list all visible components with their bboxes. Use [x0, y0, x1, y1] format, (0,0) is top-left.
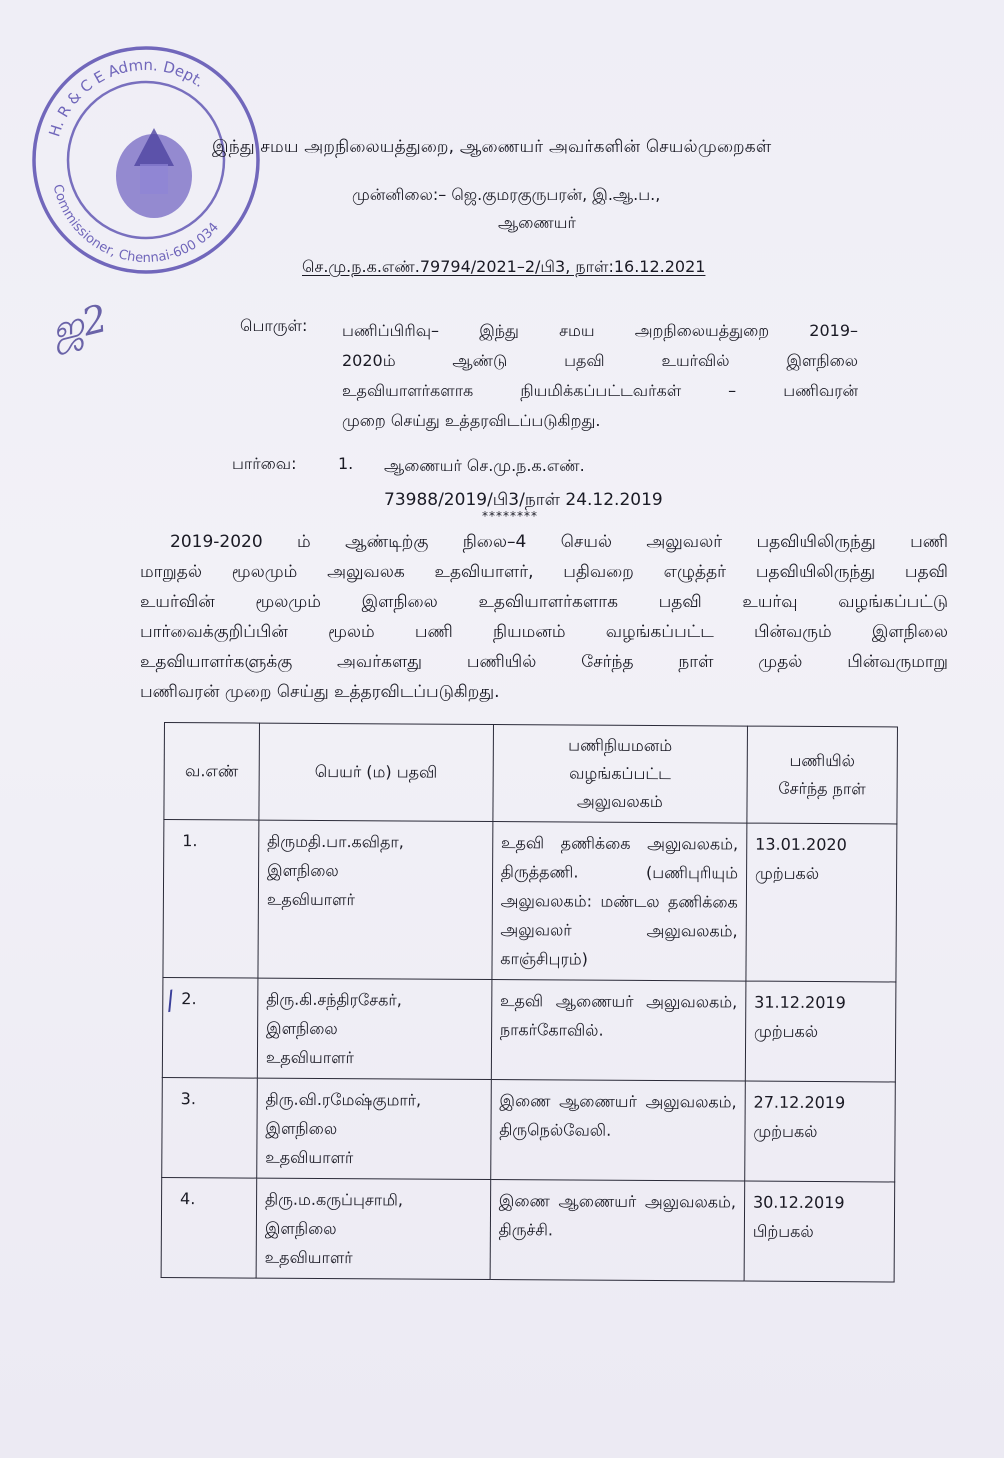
- svg-text:H. R & C E Admn. Dept.: [45, 56, 207, 139]
- presence-line: முன்னிலை:– ஜெ.குமரகுருபரன், இ.ஆ.ப.,: [352, 185, 661, 204]
- reference-number-date: செ.மு.ந.க.எண்.79794/2021–2/பி3, நாள்:16.12.2021: [302, 257, 706, 276]
- paragraph-line: மாறுதல் மூலமும் அலுவலக உதவியாளர், பதிவறை எழுத்தர் பதவியிலிருந்து பதவி: [140, 562, 948, 582]
- row-name: [258, 820, 493, 979]
- row-joining-date: [745, 981, 896, 1082]
- regularisation-table: [161, 722, 898, 1282]
- reference-label: பார்வை:: [232, 454, 297, 473]
- date-value: 30.12.2019: [752, 1192, 845, 1213]
- row-joining-date: [744, 1181, 895, 1282]
- row-name: [257, 1078, 491, 1179]
- session-value: முற்பகல்: [753, 1021, 819, 1042]
- session-value: முற்பகல்: [754, 863, 820, 884]
- subject-line: உதவியாளர்களாக நியமிக்கப்பட்டவர்கள் – பணிவரன்: [342, 381, 858, 400]
- subject-label: பொருள்:: [240, 316, 308, 335]
- separator-stars: ********: [482, 509, 538, 523]
- row-serial: 4.: [161, 1177, 257, 1278]
- table-row: [162, 1077, 896, 1181]
- reference-line-1: ஆணையர் செ.மு.ந.க.எண்.: [384, 456, 585, 475]
- name-line: உதவியாளர்: [265, 1047, 354, 1068]
- subject-text: [342, 316, 858, 436]
- document-title: இந்து சமய அறநிலையத்துறை, ஆணையர் அவர்களின் செயல்முறைகள்: [212, 137, 772, 157]
- row-serial: 2.: [162, 977, 258, 1078]
- presence-role: ஆணையர்: [498, 213, 576, 232]
- paragraph-line: உதவியாளர்களுக்கு அவர்களது பணியில் சேர்ந்த நாள் முதல் பின்வருமாறு: [140, 652, 948, 672]
- table-row: [163, 820, 897, 982]
- subject-line: முறை செய்து உத்தரவிடப்படுகிறது.: [342, 411, 601, 430]
- name-line: இளநிலை: [265, 1118, 338, 1139]
- name-line: திரு.கி.சந்திரசேகர்,: [266, 989, 402, 1010]
- row-name: [256, 1178, 490, 1279]
- seal-bottom-text: Commissioner, Chennai-600 034: [49, 182, 222, 266]
- name-line: உதவியாளர்: [266, 889, 355, 910]
- name-line: திரு.வி.ரமேஷ்குமார்,: [265, 1089, 422, 1110]
- table-row: [161, 1177, 895, 1281]
- row-office: இணை ஆணையர் அலுவலகம், திருச்சி.: [490, 1180, 745, 1282]
- header-name: பெயர் (ம) பதவி: [259, 723, 493, 821]
- name-line: திருமதி.பா.கவிதா,: [267, 831, 404, 852]
- date-value: 31.12.2019: [754, 992, 846, 1013]
- name-line: திரு.ம.கருப்புசாமி,: [264, 1189, 404, 1210]
- seal-top-text: H. R & C E Admn. Dept.: [45, 55, 208, 139]
- row-joining-date: [745, 1081, 896, 1182]
- session-value: பிற்பகல்: [752, 1221, 814, 1241]
- reference-line-2: 73988/2019/பி3/நாள் 24.12.2019: [384, 490, 663, 510]
- row-joining-date: [746, 823, 897, 982]
- row-office: உதவி தணிக்கை அலுவலகம், திருத்தணி. (பணிபுரியும் அலுவலகம்: மண்டல தணிக்கை அலுவலர் அலுவலகம், காஞ்சிபுரம்): [492, 822, 747, 982]
- subject-line: 2020ம் ஆண்டு பதவி உயர்வில் இளநிலை: [342, 351, 858, 370]
- reference-index: 1.: [338, 454, 354, 473]
- header-office: [493, 725, 748, 824]
- order-paragraph: [140, 527, 948, 707]
- name-line: உதவியாளர்: [264, 1247, 353, 1268]
- paragraph-line: உயர்வின் மூலமும் இளநிலை உதவியாளர்களாக பதவி உயர்வு வழங்கப்பட்டு: [140, 592, 948, 612]
- row-office: இணை ஆணையர் அலுவலகம், திருநெல்வேலி.: [490, 1080, 745, 1182]
- header-office-line: அலுவலகம்: [576, 791, 663, 812]
- header-joining-date: [747, 726, 898, 824]
- name-line: இளநிலை: [264, 1218, 337, 1239]
- session-value: முற்பகல்: [753, 1121, 818, 1141]
- row-serial: 3.: [162, 1077, 258, 1178]
- office-seal-stamp: [22, 36, 270, 284]
- subject-line: பணிப்பிரிவு– இந்து சமய அறநிலையத்துறை 2019–: [342, 321, 858, 340]
- pen-tick-mark: /: [162, 985, 178, 1017]
- paragraph-line: 2019-2020 ம் ஆண்டிற்கு நிலை–4 செயல் அலுவலர் பதவியிலிருந்து பணி: [170, 532, 948, 552]
- date-value: 13.01.2020: [755, 834, 847, 855]
- paragraph-line: பணிவரன் முறை செய்து உத்தரவிடப்படுகிறது.: [140, 682, 500, 702]
- table-row: [162, 977, 896, 1081]
- table-header-row: [164, 723, 898, 824]
- header-date-line: சேர்ந்த நாள்: [778, 778, 866, 799]
- handwritten-initials: ஜ2: [46, 295, 112, 353]
- paragraph-line: பார்வைக்குறிப்பின் மூலம் பணி நியமனம் வழங்கப்பட்ட பின்வரும் இளநிலை: [140, 622, 948, 642]
- name-line: உதவியாளர்: [265, 1147, 354, 1168]
- name-line: இளநிலை: [266, 1018, 338, 1039]
- row-office: உதவி ஆணையர் அலுவலகம், நாகர்கோவில்.: [491, 980, 746, 1082]
- name-line: இளநிலை: [266, 860, 339, 881]
- header-office-line: பணிநியமனம்: [568, 735, 673, 756]
- row-name: [257, 978, 491, 1079]
- header-date-line: பணியில்: [789, 750, 855, 771]
- header-serial: வ.எண்: [164, 723, 260, 821]
- header-office-line: வழங்கப்பட்ட: [569, 763, 671, 784]
- date-value: 27.12.2019: [753, 1092, 846, 1113]
- row-serial: 1.: [163, 820, 259, 979]
